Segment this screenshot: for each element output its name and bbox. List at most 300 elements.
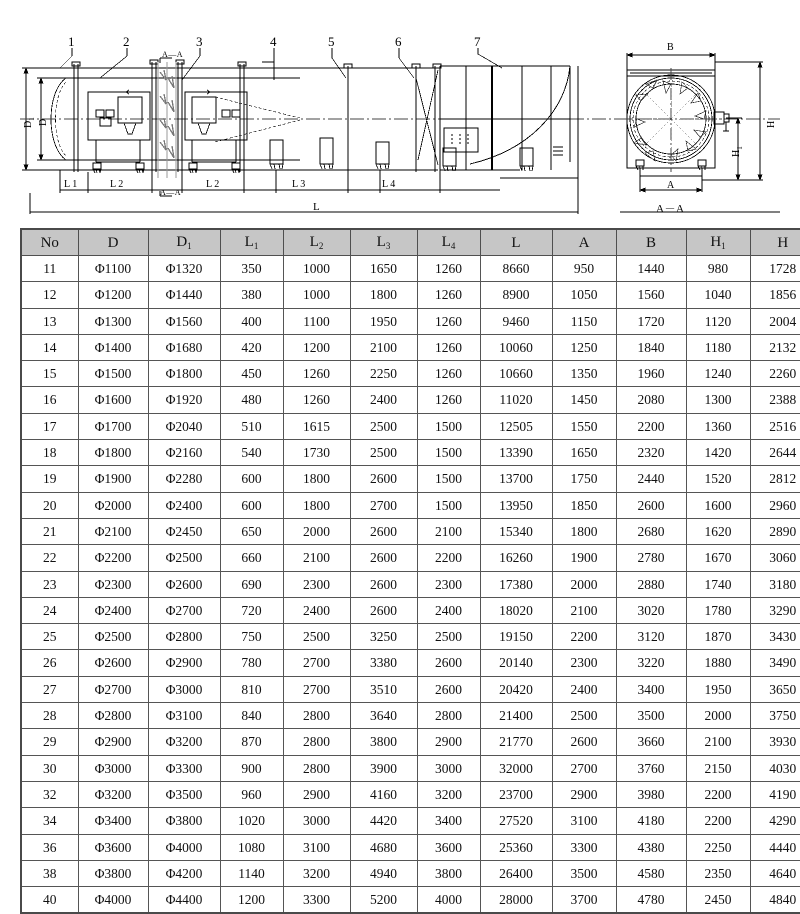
table-row (21, 413, 800, 439)
callout-1: 1 (68, 34, 75, 49)
cell-l: 8660 (480, 256, 552, 282)
cell-a: 2900 (552, 781, 616, 807)
cell-h: 1728 (750, 256, 800, 282)
cell-l1: 510 (220, 413, 283, 439)
callout-6: 6 (395, 34, 402, 49)
cell-l4: 3400 (417, 808, 480, 834)
cell-l: 11020 (480, 387, 552, 413)
cell-l2: 1800 (283, 492, 350, 518)
cell-h1: 1360 (686, 413, 750, 439)
cell-h: 3290 (750, 597, 800, 623)
cell-l2: 3100 (283, 834, 350, 860)
cell-d1: Φ3800 (148, 808, 220, 834)
dim-label-l3: L 3 (292, 179, 306, 190)
cell-no: 27 (21, 676, 78, 702)
cell-h1: 1040 (686, 282, 750, 308)
cell-no: 19 (21, 466, 78, 492)
cell-h: 3490 (750, 650, 800, 676)
cell-l1: 720 (220, 597, 283, 623)
dim-label-b: B (667, 42, 674, 53)
cell-l2: 1800 (283, 466, 350, 492)
cell-a: 1800 (552, 518, 616, 544)
cell-l3: 2250 (350, 361, 417, 387)
table-row (21, 282, 800, 308)
cell-h1: 2250 (686, 834, 750, 860)
cell-l: 8900 (480, 282, 552, 308)
cell-no: 18 (21, 440, 78, 466)
cell-h: 4640 (750, 860, 800, 886)
cell-h: 4840 (750, 887, 800, 914)
table-row (21, 387, 800, 413)
cell-b: 4580 (616, 860, 686, 886)
table-row (21, 729, 800, 755)
cell-h1: 1120 (686, 308, 750, 334)
cell-h: 1856 (750, 282, 800, 308)
cell-h1: 2200 (686, 781, 750, 807)
cell-l2: 2700 (283, 676, 350, 702)
cell-l2: 1260 (283, 361, 350, 387)
cell-l2: 1615 (283, 413, 350, 439)
cell-l1: 870 (220, 729, 283, 755)
cell-a: 1450 (552, 387, 616, 413)
callout-2: 2 (123, 34, 130, 49)
cell-l2: 1260 (283, 387, 350, 413)
cell-no: 22 (21, 545, 78, 571)
cell-b: 3020 (616, 597, 686, 623)
cell-l4: 1260 (417, 282, 480, 308)
dim-label-d1: $D_1$ (23, 117, 36, 128)
cell-d1: Φ2500 (148, 545, 220, 571)
cell-d: Φ4000 (78, 887, 148, 914)
spec-table-wrap (20, 228, 797, 914)
cell-b: 3660 (616, 729, 686, 755)
header-l4: $L_4$ (417, 229, 480, 256)
cell-a: 3300 (552, 834, 616, 860)
dim-h (702, 62, 763, 180)
cell-l1: 1200 (220, 887, 283, 914)
cell-b: 1720 (616, 308, 686, 334)
dim-label-l4: L 4 (382, 179, 396, 190)
cell-l: 26400 (480, 860, 552, 886)
drive-assembly-right (185, 90, 247, 140)
cell-no: 34 (21, 808, 78, 834)
cell-l1: 1020 (220, 808, 283, 834)
cell-h: 2644 (750, 440, 800, 466)
cell-l1: 540 (220, 440, 283, 466)
cell-d: Φ2200 (78, 545, 148, 571)
cell-l2: 2800 (283, 703, 350, 729)
cell-l4: 2400 (417, 597, 480, 623)
cell-h1: 1300 (686, 387, 750, 413)
bottom-dimension-chain (60, 170, 500, 193)
dim-label-l2-second: L 2 (206, 179, 220, 190)
cell-no: 12 (21, 282, 78, 308)
cell-d: Φ2300 (78, 571, 148, 597)
cell-d1: Φ1440 (148, 282, 220, 308)
cell-d: Φ1100 (78, 256, 148, 282)
cell-d1: Φ1680 (148, 334, 220, 360)
table-row (21, 834, 800, 860)
cell-d1: Φ2280 (148, 466, 220, 492)
cell-l: 19150 (480, 624, 552, 650)
dim-label-l1: L 1 (64, 179, 78, 190)
cell-d1: Φ2800 (148, 624, 220, 650)
cell-h1: 980 (686, 256, 750, 282)
cell-a: 2300 (552, 650, 616, 676)
cell-h: 3060 (750, 545, 800, 571)
section-mark-bottom: A—A (160, 188, 182, 197)
cell-b: 2080 (616, 387, 686, 413)
cell-h1: 1420 (686, 440, 750, 466)
cell-no: 24 (21, 597, 78, 623)
cell-b: 4180 (616, 808, 686, 834)
table-row (21, 361, 800, 387)
cell-l: 10060 (480, 334, 552, 360)
cell-d: Φ1300 (78, 308, 148, 334)
cell-a: 1050 (552, 282, 616, 308)
cell-l3: 2600 (350, 518, 417, 544)
cell-l4: 4000 (417, 887, 480, 914)
cell-l1: 960 (220, 781, 283, 807)
cell-b: 2440 (616, 466, 686, 492)
cell-l4: 1260 (417, 361, 480, 387)
discharge-housing (416, 66, 570, 170)
cell-l1: 840 (220, 703, 283, 729)
cell-a: 1550 (552, 413, 616, 439)
cell-l1: 450 (220, 361, 283, 387)
cell-b: 2200 (616, 413, 686, 439)
cell-a: 1850 (552, 492, 616, 518)
table-row (21, 781, 800, 807)
cell-no: 16 (21, 387, 78, 413)
cell-l1: 400 (220, 308, 283, 334)
cell-d: Φ2900 (78, 729, 148, 755)
cell-l2: 2800 (283, 755, 350, 781)
cell-d1: Φ1800 (148, 361, 220, 387)
cell-d1: Φ2700 (148, 597, 220, 623)
header-b: B (616, 229, 686, 256)
cell-l: 21770 (480, 729, 552, 755)
cell-l4: 2800 (417, 703, 480, 729)
cell-l4: 1500 (417, 466, 480, 492)
cell-l2: 3200 (283, 860, 350, 886)
cell-l2: 2400 (283, 597, 350, 623)
table-header-row (21, 229, 800, 256)
cell-l: 15340 (480, 518, 552, 544)
cell-h: 2960 (750, 492, 800, 518)
cell-l3: 2600 (350, 571, 417, 597)
table-row (21, 703, 800, 729)
technical-drawing (0, 0, 800, 222)
cell-d: Φ2700 (78, 676, 148, 702)
table-row (21, 308, 800, 334)
cell-l1: 380 (220, 282, 283, 308)
cell-d: Φ3000 (78, 755, 148, 781)
cell-b: 2880 (616, 571, 686, 597)
flange-caps (72, 60, 441, 68)
cell-l4: 1500 (417, 440, 480, 466)
cell-b: 3220 (616, 650, 686, 676)
cell-l3: 2100 (350, 334, 417, 360)
cell-d1: Φ4400 (148, 887, 220, 914)
cell-d1: Φ2040 (148, 413, 220, 439)
cell-d: Φ2100 (78, 518, 148, 544)
cell-l3: 3510 (350, 676, 417, 702)
cell-b: 1960 (616, 361, 686, 387)
cell-l1: 600 (220, 466, 283, 492)
cell-l1: 650 (220, 518, 283, 544)
cell-a: 2400 (552, 676, 616, 702)
cell-l4: 2500 (417, 624, 480, 650)
cell-a: 2700 (552, 755, 616, 781)
cell-l3: 4680 (350, 834, 417, 860)
cell-d: Φ3400 (78, 808, 148, 834)
cell-a: 3500 (552, 860, 616, 886)
cell-l3: 2500 (350, 413, 417, 439)
cell-h: 3430 (750, 624, 800, 650)
cell-l4: 3200 (417, 781, 480, 807)
cell-h: 4030 (750, 755, 800, 781)
cell-h1: 1950 (686, 676, 750, 702)
cell-l3: 4160 (350, 781, 417, 807)
header-l2: $L_2$ (283, 229, 350, 256)
cell-no: 26 (21, 650, 78, 676)
cell-a: 2600 (552, 729, 616, 755)
cell-h: 2004 (750, 308, 800, 334)
cell-l3: 2600 (350, 597, 417, 623)
cell-l: 27520 (480, 808, 552, 834)
cell-l: 32000 (480, 755, 552, 781)
cell-b: 3760 (616, 755, 686, 781)
table-row (21, 492, 800, 518)
cell-no: 20 (21, 492, 78, 518)
cell-l3: 4420 (350, 808, 417, 834)
header-h: H (750, 229, 800, 256)
cell-a: 1900 (552, 545, 616, 571)
cell-l2: 1200 (283, 334, 350, 360)
table-row (21, 518, 800, 544)
table-row (21, 755, 800, 781)
cell-a: 1250 (552, 334, 616, 360)
cell-b: 4780 (616, 887, 686, 914)
cell-a: 2100 (552, 597, 616, 623)
drive-nozzle (714, 112, 729, 131)
cell-l: 17380 (480, 571, 552, 597)
cell-d: Φ2400 (78, 597, 148, 623)
header-a: A (552, 229, 616, 256)
cell-l2: 2800 (283, 729, 350, 755)
cell-d: Φ1400 (78, 334, 148, 360)
header-l3: $L_3$ (350, 229, 417, 256)
cell-a: 2200 (552, 624, 616, 650)
cell-no: 23 (21, 571, 78, 597)
cell-l4: 2300 (417, 571, 480, 597)
cell-l1: 780 (220, 650, 283, 676)
cell-l2: 1000 (283, 282, 350, 308)
cell-l2: 2500 (283, 624, 350, 650)
cell-d: Φ1200 (78, 282, 148, 308)
cell-l3: 1800 (350, 282, 417, 308)
flange-joints (74, 62, 440, 172)
cell-l: 20140 (480, 650, 552, 676)
cell-no: 25 (21, 624, 78, 650)
cell-l2: 1730 (283, 440, 350, 466)
cell-b: 3120 (616, 624, 686, 650)
cell-d1: Φ4200 (148, 860, 220, 886)
cell-l4: 1260 (417, 256, 480, 282)
header-no: No (21, 229, 78, 256)
cell-l1: 420 (220, 334, 283, 360)
cell-d: Φ1900 (78, 466, 148, 492)
callout-5: 5 (328, 34, 335, 49)
cell-l2: 2300 (283, 571, 350, 597)
cell-h1: 1620 (686, 518, 750, 544)
cell-h1: 2100 (686, 729, 750, 755)
callout-3: 3 (196, 34, 203, 49)
cell-a: 2500 (552, 703, 616, 729)
cell-h1: 1670 (686, 545, 750, 571)
cell-l2: 2900 (283, 781, 350, 807)
cell-l: 25360 (480, 834, 552, 860)
cell-b: 4380 (616, 834, 686, 860)
cell-l3: 4940 (350, 860, 417, 886)
cell-l1: 810 (220, 676, 283, 702)
cell-l2: 2000 (283, 518, 350, 544)
cell-no: 38 (21, 860, 78, 886)
supports-and-wheels (96, 140, 236, 162)
cell-l4: 2600 (417, 676, 480, 702)
cell-l1: 480 (220, 387, 283, 413)
cell-h1: 2450 (686, 887, 750, 914)
cell-l4: 3000 (417, 755, 480, 781)
table-row (21, 334, 800, 360)
cell-l1: 750 (220, 624, 283, 650)
cell-h: 2260 (750, 361, 800, 387)
cell-d1: Φ2450 (148, 518, 220, 544)
cell-a: 2000 (552, 571, 616, 597)
cell-no: 40 (21, 887, 78, 914)
cell-h1: 1740 (686, 571, 750, 597)
dim-label-l2-first: L 2 (110, 179, 124, 190)
table-row (21, 887, 800, 914)
dim-label-l-overall: L (313, 201, 320, 213)
cell-l4: 1260 (417, 387, 480, 413)
cell-l3: 2700 (350, 492, 417, 518)
cell-l: 13390 (480, 440, 552, 466)
cell-b: 1440 (616, 256, 686, 282)
cell-l2: 3300 (283, 887, 350, 914)
cell-h: 2516 (750, 413, 800, 439)
cell-l: 13700 (480, 466, 552, 492)
cell-b: 3500 (616, 703, 686, 729)
cell-a: 1150 (552, 308, 616, 334)
cell-h: 2890 (750, 518, 800, 544)
cell-h1: 2000 (686, 703, 750, 729)
cell-l1: 600 (220, 492, 283, 518)
section-view-aa (620, 53, 780, 212)
cell-h1: 2200 (686, 808, 750, 834)
cell-d1: Φ3000 (148, 676, 220, 702)
cell-l1: 900 (220, 755, 283, 781)
cell-l3: 1950 (350, 308, 417, 334)
cell-l: 21400 (480, 703, 552, 729)
cell-l4: 1500 (417, 492, 480, 518)
cell-h1: 2350 (686, 860, 750, 886)
cell-d: Φ2600 (78, 650, 148, 676)
cell-l3: 3800 (350, 729, 417, 755)
cell-d1: Φ3200 (148, 729, 220, 755)
table-row (21, 256, 800, 282)
cell-h: 3180 (750, 571, 800, 597)
cell-l2: 2700 (283, 650, 350, 676)
cell-l1: 1080 (220, 834, 283, 860)
table-row (21, 466, 800, 492)
cell-h: 4440 (750, 834, 800, 860)
cell-l1: 1140 (220, 860, 283, 886)
cell-l3: 3900 (350, 755, 417, 781)
cell-l3: 2500 (350, 440, 417, 466)
cell-l4: 1500 (417, 413, 480, 439)
cell-l4: 2900 (417, 729, 480, 755)
cell-d: Φ2000 (78, 492, 148, 518)
cell-l: 20420 (480, 676, 552, 702)
cell-l: 9460 (480, 308, 552, 334)
cell-l3: 3380 (350, 650, 417, 676)
cell-d1: Φ1320 (148, 256, 220, 282)
cell-l3: 2600 (350, 466, 417, 492)
header-l: L (480, 229, 552, 256)
cell-l: 12505 (480, 413, 552, 439)
dim-b (627, 53, 715, 70)
cell-d: Φ3200 (78, 781, 148, 807)
table-row (21, 860, 800, 886)
callout-4: 4 (270, 34, 277, 49)
section-view-title: A－A (656, 203, 685, 215)
cell-a: 1750 (552, 466, 616, 492)
cell-d1: Φ2600 (148, 571, 220, 597)
cell-l3: 5200 (350, 887, 417, 914)
cell-h: 4290 (750, 808, 800, 834)
cell-b: 1840 (616, 334, 686, 360)
cell-l2: 1100 (283, 308, 350, 334)
table-row (21, 440, 800, 466)
cell-l: 28000 (480, 887, 552, 914)
cell-d1: Φ3500 (148, 781, 220, 807)
header-l1: $L_1$ (220, 229, 283, 256)
cell-l3: 1650 (350, 256, 417, 282)
cell-h: 2812 (750, 466, 800, 492)
cell-l4: 3600 (417, 834, 480, 860)
cell-h1: 1180 (686, 334, 750, 360)
cell-no: 36 (21, 834, 78, 860)
cell-l3: 3640 (350, 703, 417, 729)
cell-b: 2600 (616, 492, 686, 518)
cell-l2: 3000 (283, 808, 350, 834)
cell-l3: 2600 (350, 545, 417, 571)
cell-d1: Φ2400 (148, 492, 220, 518)
dim-label-h1: $H_1$ (731, 146, 744, 157)
cell-no: 17 (21, 413, 78, 439)
cell-l4: 1260 (417, 308, 480, 334)
cell-d1: Φ3100 (148, 703, 220, 729)
cell-l4: 2100 (417, 518, 480, 544)
cell-no: 14 (21, 334, 78, 360)
cell-l: 23700 (480, 781, 552, 807)
cell-l2: 2100 (283, 545, 350, 571)
cell-d1: Φ2160 (148, 440, 220, 466)
cell-d: Φ3600 (78, 834, 148, 860)
outer-frame (500, 66, 578, 178)
